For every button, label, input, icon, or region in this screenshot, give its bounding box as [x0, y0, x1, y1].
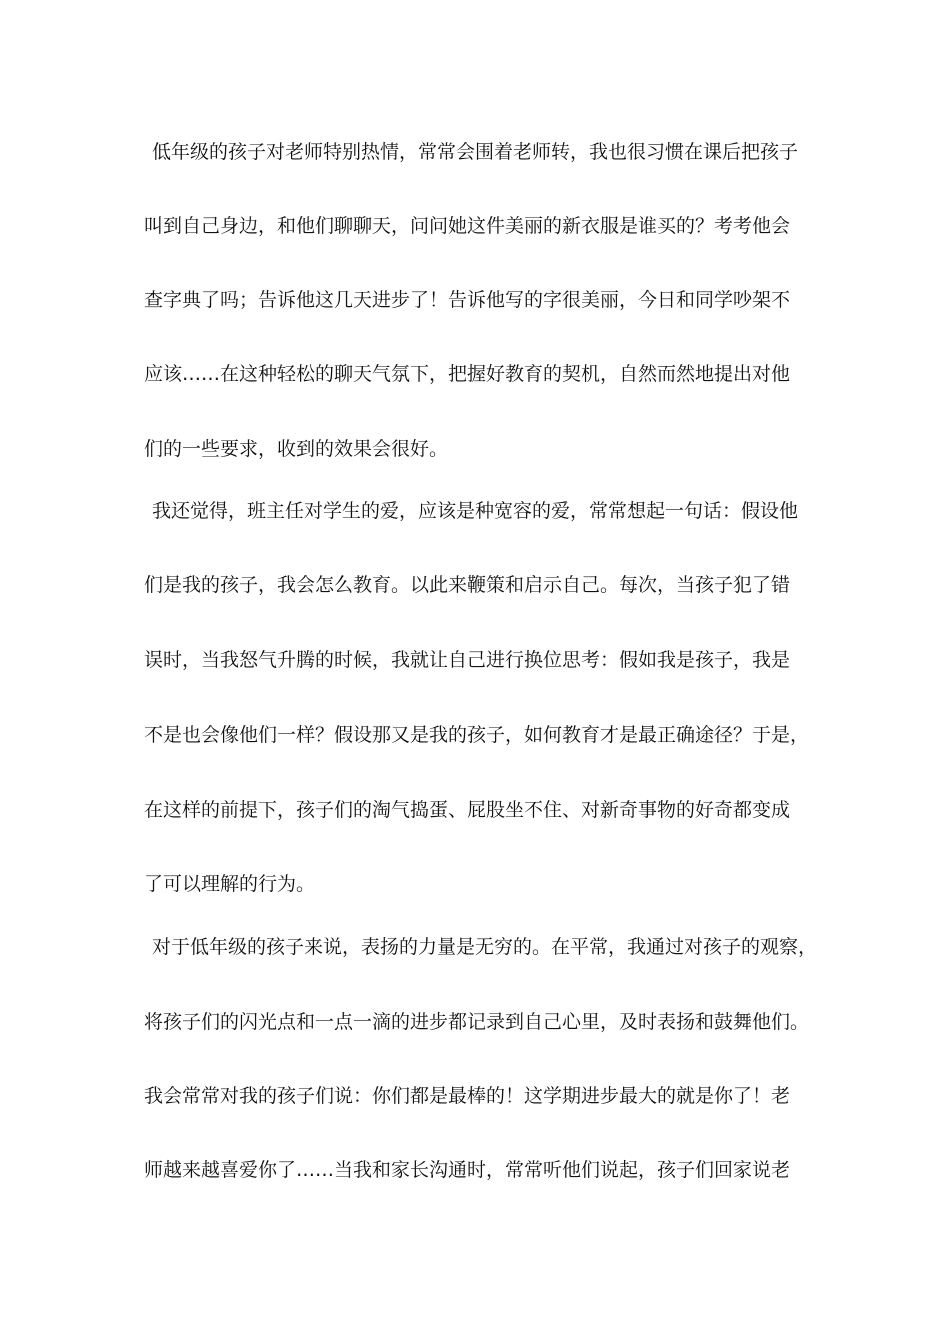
paragraph-1-line-3: 查字典了吗；告诉他这几天进步了！告诉他写的字很美丽，今日和同学吵架不	[144, 289, 791, 311]
paragraph-2-line-2: 们是我的孩子，我会怎么教育。以此来鞭策和启示自己。每次，当孩子犯了错	[144, 574, 791, 596]
paragraph-2-line-4: 不是也会像他们一样？假设那又是我的孩子，如何教育才是最正确途径？于是，	[144, 724, 810, 746]
paragraph-1-line-4: 应该……在这种轻松的聊天气氛下，把握好教育的契机，自然而然地提出对他	[144, 363, 791, 385]
paragraph-2-line-1: 我还觉得，班主任对学生的爱，应该是种宽容的爱，常常想起一句话：假设他	[152, 500, 799, 522]
paragraph-1-line-5: 们的一些要求，收到的效果会很好。	[144, 438, 449, 460]
paragraph-1-line-2: 叫到自己身边，和他们聊聊天，问问她这件美丽的新衣服是谁买的？考考他会	[144, 215, 791, 237]
paragraph-2-line-3: 误时，当我怒气升腾的时候，我就让自己进行换位思考：假如我是孩子，我是	[144, 649, 791, 671]
paragraph-3-line-3: 我会常常对我的孩子们说：你们都是最棒的！这学期进步最大的就是你了！老	[144, 1085, 791, 1107]
paragraph-3-line-4: 师越来越喜爱你了……当我和家长沟通时，常常听他们说起，孩子们回家说老	[144, 1159, 791, 1181]
paragraph-2-line-6: 了可以理解的行为。	[144, 873, 316, 895]
paragraph-3-line-1: 对于低年级的孩子来说，表扬的力量是无穷的。在平常，我通过对孩子的观察，	[152, 936, 818, 958]
paragraph-1-line-1: 低年级的孩子对老师特别热情，常常会围着老师转，我也很习惯在课后把孩子	[152, 141, 799, 163]
paragraph-2-line-5: 在这样的前提下，孩子们的淘气捣蛋、屁股坐不住、对新奇事物的好奇都变成	[144, 799, 791, 821]
paragraph-3-line-2: 将孩子们的闪光点和一点一滴的进步都记录到自己心里，及时表扬和鼓舞他们。	[144, 1011, 810, 1033]
